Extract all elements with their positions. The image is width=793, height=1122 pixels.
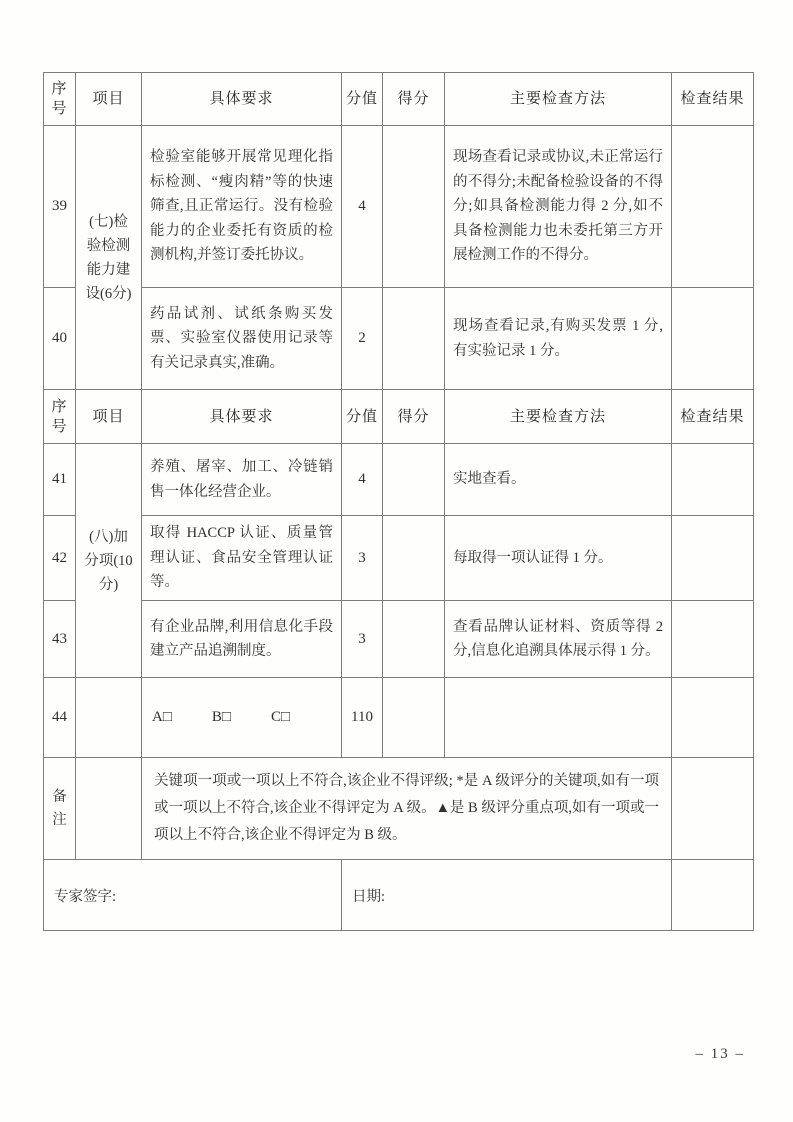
row-41-earned bbox=[383, 444, 445, 516]
header-result: 检查结果 bbox=[672, 73, 754, 126]
row-40-no: 40 bbox=[44, 288, 76, 390]
group-item-7: (七)检验检测能力建设(6分) bbox=[76, 126, 142, 390]
header-result: 检查结果 bbox=[672, 390, 754, 444]
inspection-score-table bbox=[43, 72, 754, 931]
table-row-40 bbox=[44, 288, 754, 390]
row-44-no: 44 bbox=[44, 678, 76, 758]
header-row-1 bbox=[44, 73, 754, 126]
header-earned: 得分 bbox=[383, 390, 445, 444]
row-43-no: 43 bbox=[44, 601, 76, 678]
signature-row bbox=[44, 860, 754, 931]
header-requirement: 具体要求 bbox=[142, 73, 342, 126]
row-41-no: 41 bbox=[44, 444, 76, 516]
row-40-score: 2 bbox=[342, 288, 383, 390]
row-44-score: 110 bbox=[342, 678, 383, 758]
signature-result bbox=[672, 860, 754, 931]
row-39-earned bbox=[383, 126, 445, 288]
row-40-method: 现场查看记录,有购买发票 1 分,有实验记录 1 分。 bbox=[445, 288, 672, 390]
row-43-score: 3 bbox=[342, 601, 383, 678]
header-score: 分值 bbox=[342, 390, 383, 444]
row-42-requirement: 取得 HACCP 认证、质量管理认证、食品安全管理认证等。 bbox=[142, 516, 342, 601]
row-43-method: 查看品牌认证材料、资质等得 2 分,信息化追溯具体展示得 1 分。 bbox=[445, 601, 672, 678]
table-row-43 bbox=[44, 601, 754, 678]
grade-option-c: C□ bbox=[270, 709, 291, 725]
remark-text: 关键项一项或一项以上不符合,该企业不得评级; *是 A 级评分的关键项,如有一项或一项以上不符合,该企业不得评定为 A 级。▲是 B 级评分重点项,如有一项或一项以上不符合,该企业不得评定为 B 级。 bbox=[142, 758, 672, 860]
header-earned: 得分 bbox=[383, 73, 445, 126]
row-43-earned bbox=[383, 601, 445, 678]
header-score: 分值 bbox=[342, 73, 383, 126]
row-41-score: 4 bbox=[342, 444, 383, 516]
table-row-39 bbox=[44, 126, 754, 288]
grade-option-a: A□ bbox=[152, 709, 172, 725]
row-42-score: 3 bbox=[342, 516, 383, 601]
row-39-score: 4 bbox=[342, 126, 383, 288]
row-39-method: 现场查看记录或协议,未正常运行的不得分;未配备检验设备的不得分;如具备检测能力得 2 分,如不具备检测能力也未委托第三方开展检测工作的不得分。 bbox=[445, 126, 672, 288]
row-40-earned bbox=[383, 288, 445, 390]
row-43-requirement: 有企业品牌,利用信息化手段建立产品追溯制度。 bbox=[142, 601, 342, 678]
table-row-41 bbox=[44, 444, 754, 516]
row-44-grade-options bbox=[142, 678, 342, 758]
header-col-no: 序号 bbox=[44, 73, 76, 126]
row-39-no: 39 bbox=[44, 126, 76, 288]
row-42-earned bbox=[383, 516, 445, 601]
remark-label: 备注 bbox=[44, 758, 76, 860]
header-requirement: 具体要求 bbox=[142, 390, 342, 444]
row-44-earned bbox=[383, 678, 445, 758]
date-label: 日期: bbox=[342, 860, 672, 931]
row-44-method bbox=[445, 678, 672, 758]
header-method: 主要检查方法 bbox=[445, 73, 672, 126]
header-item: 项目 bbox=[76, 390, 142, 444]
row-44-result bbox=[672, 678, 754, 758]
row-41-result bbox=[672, 444, 754, 516]
row-42-result bbox=[672, 516, 754, 601]
remark-item-spacer bbox=[76, 758, 142, 860]
page-number: – 13 – bbox=[695, 1046, 745, 1062]
row-44-item bbox=[76, 678, 142, 758]
remark-row bbox=[44, 758, 754, 860]
header-item: 项目 bbox=[76, 73, 142, 126]
row-43-result bbox=[672, 601, 754, 678]
row-41-requirement: 养殖、屠宰、加工、冷链销售一体化经营企业。 bbox=[142, 444, 342, 516]
header-col-no: 序号 bbox=[44, 390, 76, 444]
remark-result bbox=[672, 758, 754, 860]
table-row-44 bbox=[44, 678, 754, 758]
row-39-result bbox=[672, 126, 754, 288]
group-item-8: (八)加分项(10分) bbox=[76, 444, 142, 678]
table-row-42 bbox=[44, 516, 754, 601]
row-42-method: 每取得一项认证得 1 分。 bbox=[445, 516, 672, 601]
row-40-result bbox=[672, 288, 754, 390]
row-42-no: 42 bbox=[44, 516, 76, 601]
row-41-method: 实地查看。 bbox=[445, 444, 672, 516]
row-39-requirement: 检验室能够开展常见理化指标检测、“瘦肉精”等的快速筛查,且正常运行。没有检验能力的企业委托有资质的检测机构,并签订委托协议。 bbox=[142, 126, 342, 288]
row-40-requirement: 药品试剂、试纸条购买发票、实验室仪器使用记录等有关记录真实,准确。 bbox=[142, 288, 342, 390]
header-method: 主要检查方法 bbox=[445, 390, 672, 444]
grade-option-b: B□ bbox=[211, 709, 231, 725]
header-row-2 bbox=[44, 390, 754, 444]
expert-signature-label: 专家签字: bbox=[44, 860, 342, 931]
